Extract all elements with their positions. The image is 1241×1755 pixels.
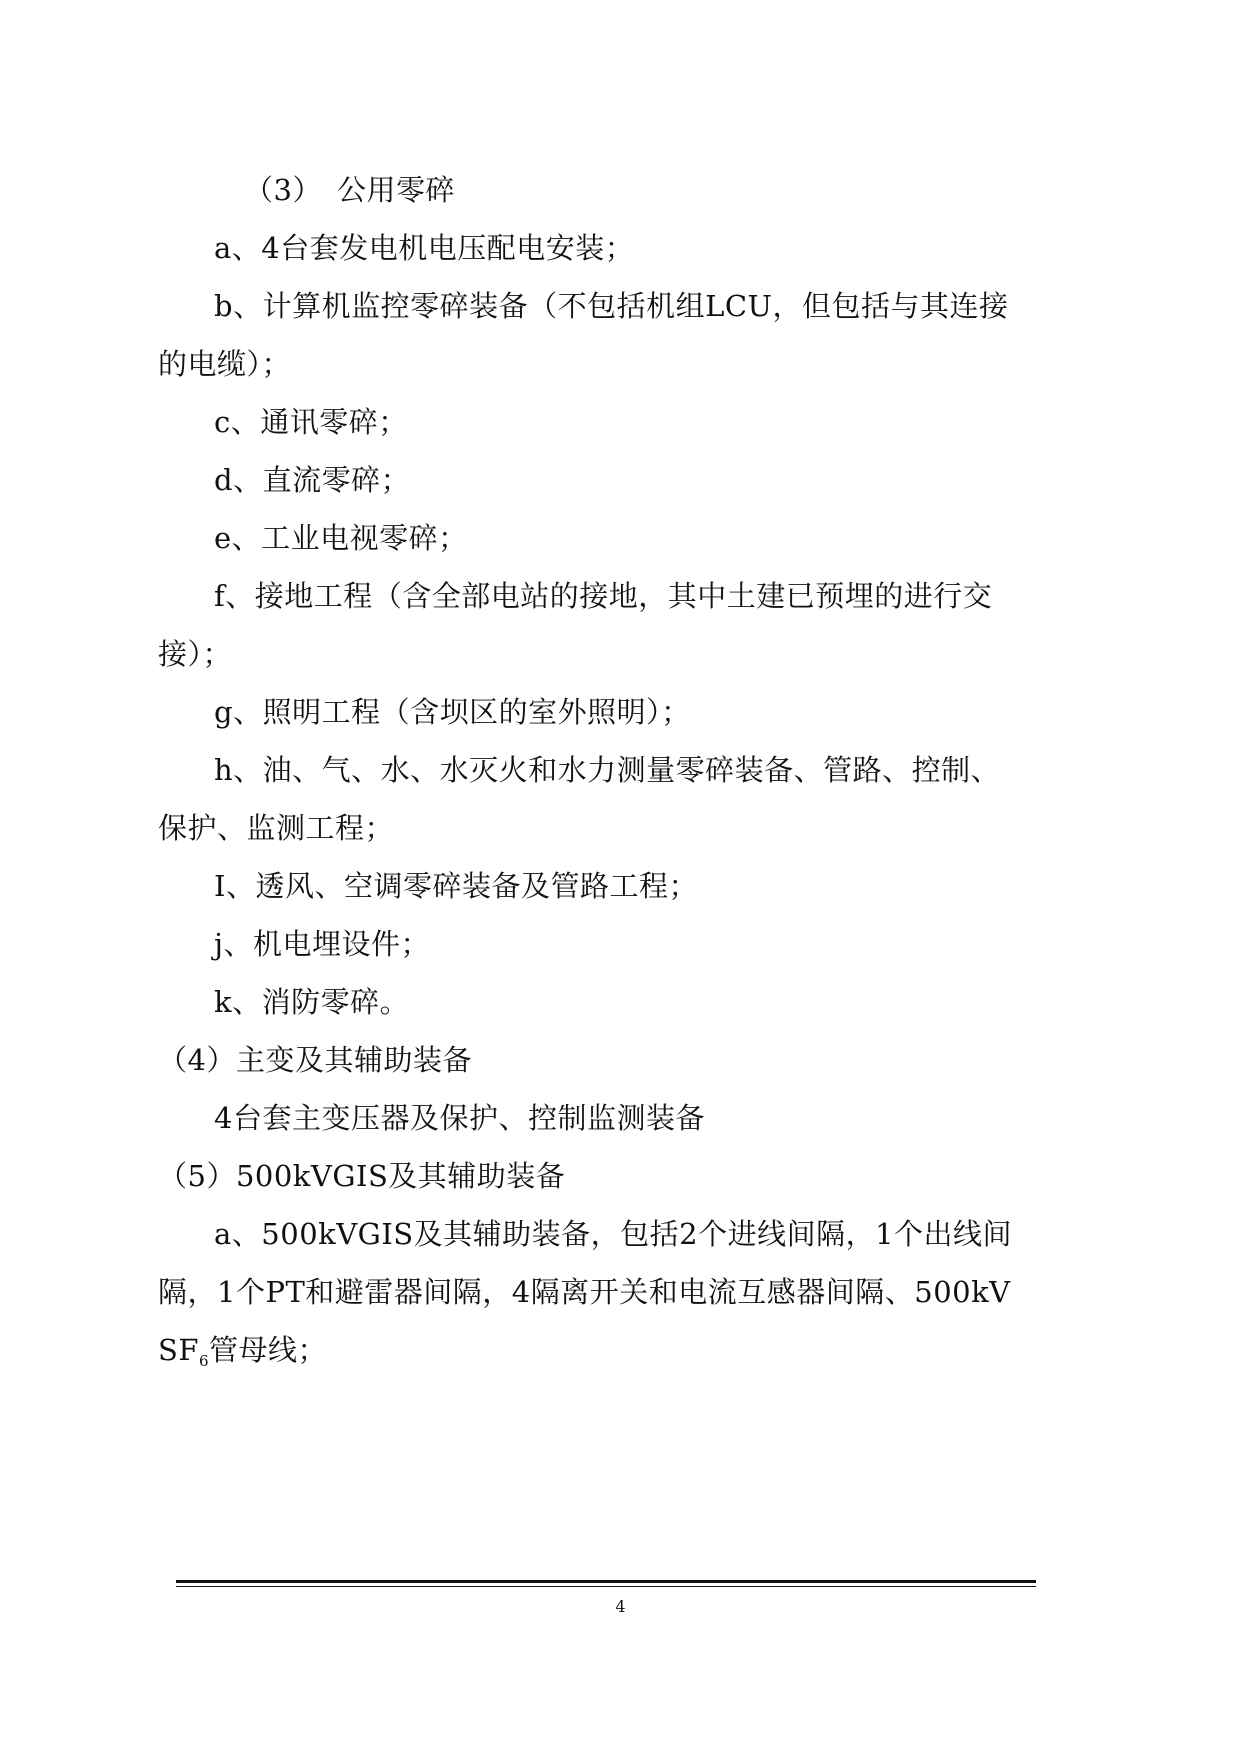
section-heading-5: （5）500kVGIS及其辅助装备 xyxy=(158,1159,566,1193)
page-number: 4 xyxy=(615,1597,626,1616)
list-item-c: c、通讯零碎； xyxy=(214,405,408,439)
list-item-b-continued: 的电缆）； xyxy=(158,347,292,381)
list-item-g: g、照明工程（含坝区的室外照明）； xyxy=(214,695,691,729)
list-item-e: e、工业电视零碎； xyxy=(214,521,468,555)
sf-text: SF xyxy=(158,1333,199,1367)
list-item-a: a、4台套发电机电压配电安装； xyxy=(214,231,635,265)
section-5-item-a-last-line xyxy=(158,1330,327,1381)
footer-rule-thin xyxy=(176,1586,1036,1587)
section-4-body: 4台套主变压器及保护、控制监测装备 xyxy=(214,1101,705,1135)
list-item-h-continued: 保护、监测工程； xyxy=(158,811,395,845)
list-item-d: d、直流零碎； xyxy=(214,463,411,497)
list-item-k: k、消防零碎。 xyxy=(214,985,410,1019)
footer-rule-thick xyxy=(176,1580,1036,1583)
list-item-f-continued: 接）； xyxy=(158,637,233,671)
sf-subscript: 6 xyxy=(199,1352,210,1370)
list-item-j: j、机电埋设件； xyxy=(214,927,430,961)
section-5-item-a: a、500kVGIS及其辅助装备，包括2个进线间隔，1个出线间 xyxy=(214,1217,1013,1251)
section-heading-3: （3） 公用零碎 xyxy=(244,173,455,207)
list-item-i: I、透风、空调零碎装备及管路工程； xyxy=(214,869,698,903)
list-item-b: b、计算机监控零碎装备（不包括机组LCU，但包括与其连接 xyxy=(214,289,1009,323)
list-item-f: f、接地工程（含全部电站的接地，其中土建已预埋的进行交 xyxy=(214,579,993,613)
sf-suffix-text: 管母线； xyxy=(209,1333,328,1367)
list-item-h: h、油、气、水、水灭火和水力测量零碎装备、管路、控制、 xyxy=(214,753,1001,787)
section-5-item-a-continued: 隔，1个PT和避雷器间隔，4隔离开关和电流互感器间隔、500kV xyxy=(158,1275,1011,1309)
section-heading-4: （4）主变及其辅助装备 xyxy=(158,1043,472,1077)
